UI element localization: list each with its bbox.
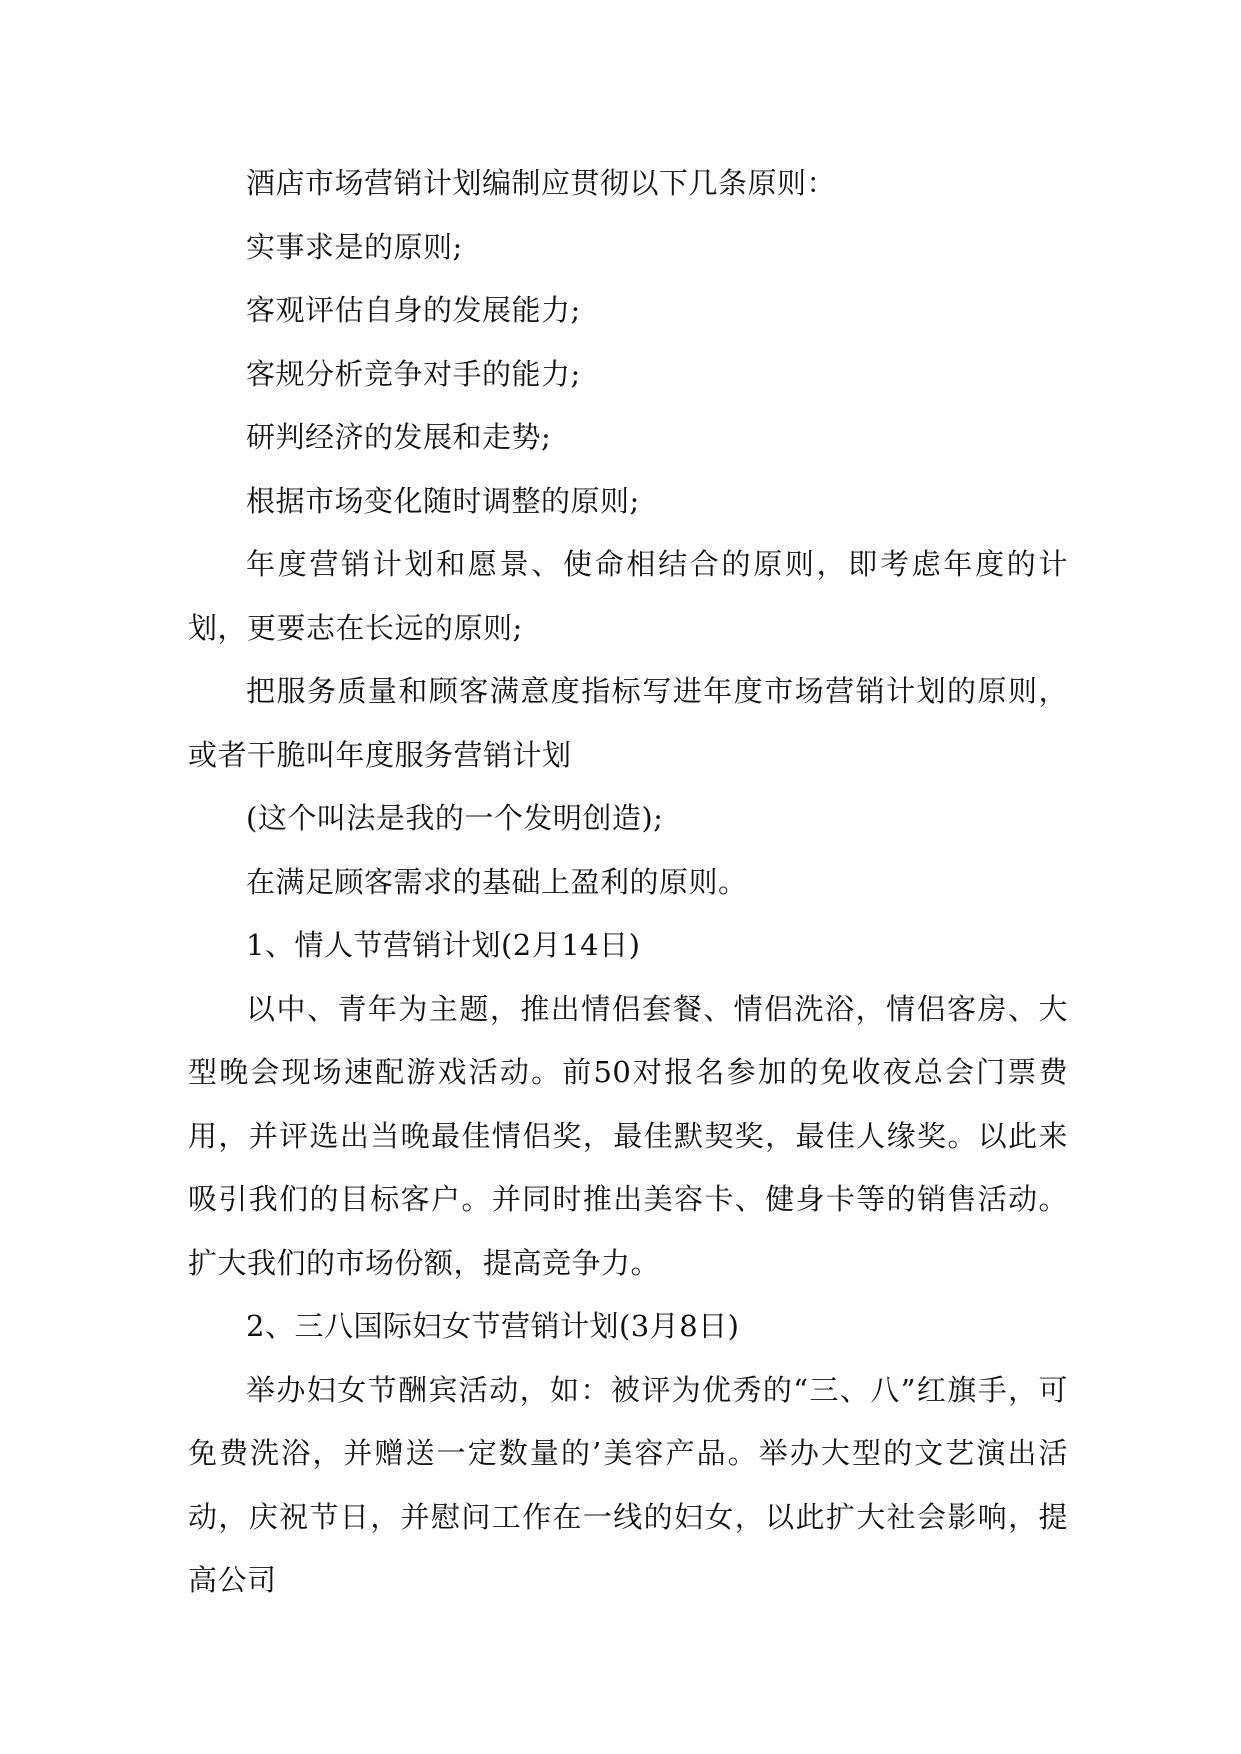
section-heading-womens-day: 2、三八国际妇女节营销计划(3月8日) — [246, 1309, 740, 1343]
paragraph-principle-self-assessment: 客观评估自身的发展能力; — [246, 293, 581, 327]
paragraph-principle-economic-trend: 研判经济的发展和走势; — [246, 420, 552, 454]
section-heading-valentines: 1、情人节营销计划(2月14日) — [246, 928, 641, 962]
paragraph-principle-service-quality: 把服务质量和顾客满意度指标写进年度市场营销计划的原则，或者干脆叫年度服务营销计划 — [188, 674, 1068, 772]
paragraph-valentines-plan: 以中、青年为主题，推出情侣套餐、情侣洗浴，情侣客房、大型晚会现场速配游戏活动。前50对报名参加的免收夜总会门票费用，并评选出当晚最佳情侣奖，最佳默契奖，最佳人缘奖。以此来吸引我们的目标客户。并同时推出美容卡、健身卡等的销售活动。扩大我们的市场份额，提高竞争力。 — [188, 991, 1068, 1280]
paragraph-principles-intro: 酒店市场营销计划编制应贯彻以下几条原则： — [246, 166, 837, 200]
document-body — [188, 152, 1068, 1613]
paragraph-principle-market-adjustment: 根据市场变化随时调整的原则; — [246, 483, 640, 518]
paragraph-principle-note: (这个叫法是我的一个发明创造); — [246, 801, 664, 835]
paragraph-principle-realistic: 实事求是的原则; — [246, 229, 463, 264]
paragraph-womens-day-plan: 举办妇女节酬宾活动，如：被评为优秀的“三、八”红旗手，可免费洗浴，并赠送一定数量的’美容产品。举办大型的文艺演出活动，庆祝节日，并慰问工作在一线的妇女，以此扩大社会影响，提高公司 — [188, 1372, 1068, 1597]
paragraph-principle-competitor-analysis: 客规分析竞争对手的能力; — [246, 356, 581, 391]
paragraph-principle-profit: 在满足顾客需求的基础上盈利的原则。 — [246, 864, 748, 899]
paragraph-principle-vision-mission: 年度营销计划和愿景、使命相结合的原则，即考虑年度的计划，更要志在长远的原则; — [188, 547, 1068, 645]
